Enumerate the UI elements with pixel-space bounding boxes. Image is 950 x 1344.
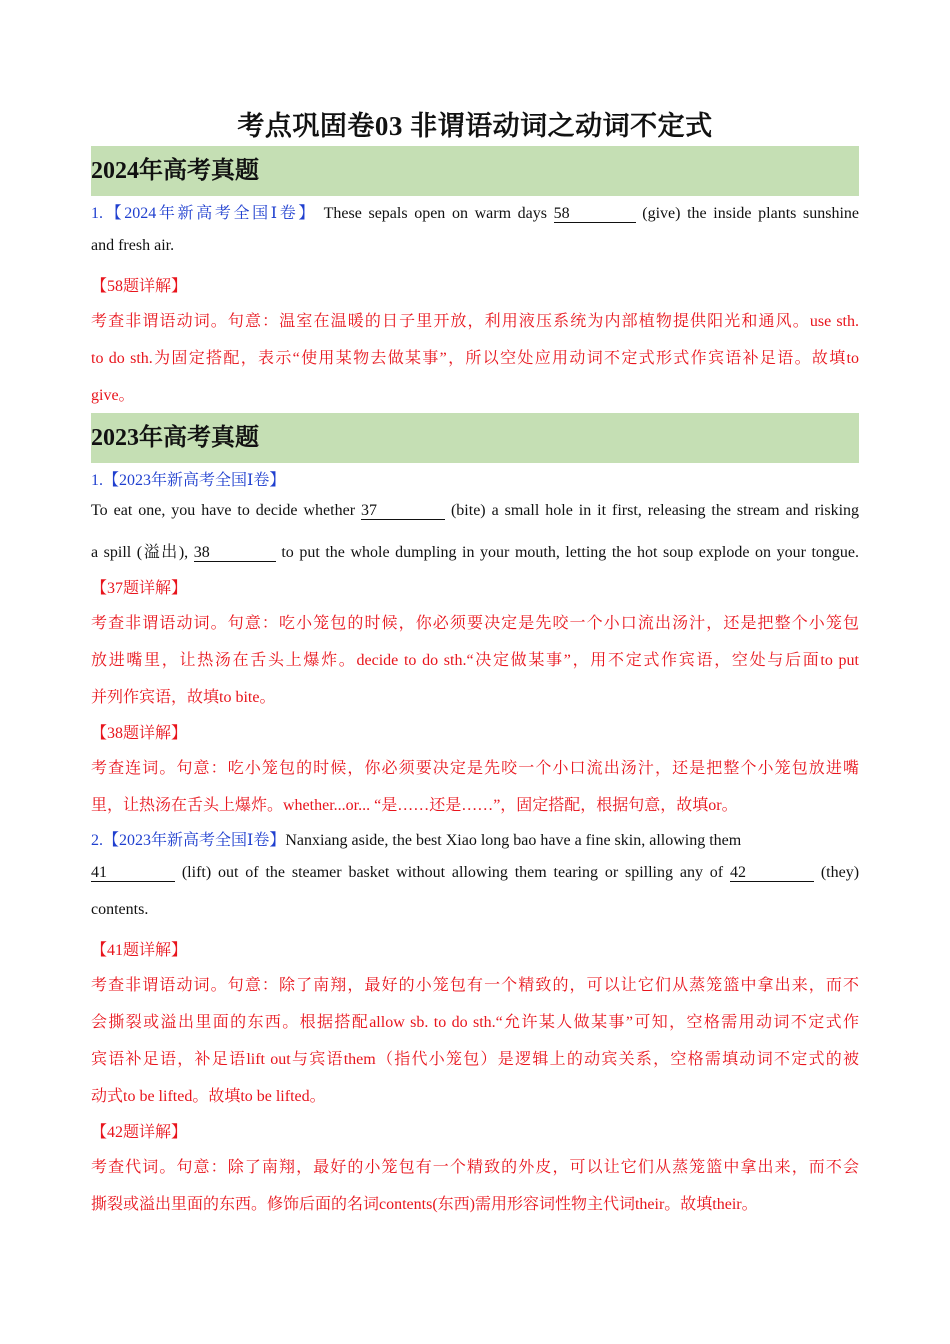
answer-58-line2: to do sth.为固定搭配，表示“使用某物去做某事”，所以空处应用动词不定式形式作宾语补足语。故填to [91, 350, 859, 367]
answer-blank-58: 58 [554, 206, 636, 223]
section-heading-2024-text: 2024年高考真题 [91, 158, 259, 184]
answer-41-label: 【41题详解】 [91, 942, 188, 959]
question-text: (lift) out of the steamer basket without allowing them tearing or spilling any of [181, 864, 724, 881]
answer-41-line4: 动式to be lifted。故填to be lifted。 [91, 1088, 326, 1105]
answer-blank-41: 41 [91, 865, 175, 882]
question-text: a spill (溢出), [91, 544, 189, 561]
answer-58-label: 【58题详解】 [91, 278, 188, 295]
answer-38-line1: 考查连词。句意：吃小笼包的时候，你必须要决定是先咬一个小口流出汤汁，还是把整个小笼包放进嘴 [91, 760, 859, 777]
question-2023-2-line1 [91, 827, 859, 850]
question-2023-1-line1 [91, 502, 859, 520]
answer-blank-37: 37 [361, 503, 445, 520]
answer-37-line1: 考查非谓语动词。句意：吃小笼包的时候，你必须要决定是先咬一个小口流出汤汁，还是把整个小笼包 [91, 615, 859, 632]
answer-58-line1: 考查非谓语动词。句意：温室在温暖的日子里开放，利用液压系统为内部植物提供阳光和通风。use sth. [91, 313, 859, 330]
question-2023-2-line2 [91, 864, 859, 882]
answer-37-line2: 放进嘴里，让热汤在舌头上爆炸。decide to do sth.“决定做某事”，用不定式作宾语，空处与后面to put [91, 652, 859, 669]
question-text: Nanxiang aside, the best Xiao long bao have a fine skin, allowing them [285, 832, 742, 849]
question-text: (bite) a small hole in it first, releasing the stream and risking [450, 502, 860, 519]
answer-58-line3: give。 [91, 387, 135, 404]
question-2023-1-line2 [91, 539, 859, 562]
answer-41-line1: 考查非谓语动词。句意：除了南翔，最好的小笼包有一个精致的，可以让它们从蒸笼篮中拿出来，而不 [91, 977, 859, 994]
section-heading-2023-text: 2023年高考真题 [91, 425, 259, 451]
section-heading-2024 [91, 146, 859, 196]
answer-42-label: 【42题详解】 [91, 1124, 188, 1141]
question-text: To eat one, you have to decide whether [91, 502, 356, 519]
question-2024-1-line2: and fresh air. [91, 237, 175, 254]
answer-38-label: 【38题详解】 [91, 725, 188, 742]
page-title: 考点巩固卷03 非谓语动词之动词不定式 [237, 111, 713, 141]
question-2023-1-header [91, 467, 859, 490]
question-text: (give) the inside plants sunshine [642, 205, 860, 222]
answer-blank-42: 42 [730, 865, 814, 882]
question-text: (they) [820, 864, 860, 881]
question-text: These sepals open on warm days [323, 205, 547, 222]
answer-blank-38: 38 [194, 545, 276, 562]
question-number: 1. [91, 472, 103, 489]
question-number: 2. [91, 832, 103, 849]
answer-42-line1: 考查代词。句意：除了南翔，最好的小笼包有一个精致的外皮，可以让它们从蒸笼篮中拿出来，而不会 [91, 1159, 859, 1176]
question-source: 【2023年新高考全国Ⅰ卷】 [103, 832, 286, 849]
answer-42-line2: 撕裂或溢出里面的东西。修饰后面的名词contents(东西)需用形容词性物主代词their。故填their。 [91, 1196, 758, 1213]
answer-37-line3: 并列作宾语，故填to bite。 [91, 689, 276, 706]
question-2024-1-line1 [91, 200, 859, 223]
question-text: to put the whole dumpling in your mouth, letting the hot soup explode on your tongue. [281, 544, 860, 561]
section-heading-2023 [91, 413, 859, 463]
question-source: 【2024年新高考全国Ⅰ卷】 [103, 205, 317, 222]
answer-41-line2: 会撕裂或溢出里面的东西。根据搭配allow sb. to do sth.“允许某人做某事”可知，空格需用动词不定式作 [91, 1014, 859, 1031]
answer-37-label: 【37题详解】 [91, 580, 188, 597]
question-number: 1. [91, 205, 103, 222]
question-2023-2-line3: contents. [91, 901, 149, 918]
answer-41-line3: 宾语补足语，补足语lift out与宾语them（指代小笼包）是逻辑上的动宾关系，空格需填动词不定式的被 [91, 1051, 859, 1068]
answer-38-line2: 里，让热汤在舌头上爆炸。whether...or... “是……还是……”，固定搭配，根据句意，故填or。 [91, 797, 738, 814]
question-source: 【2023年新高考全国Ⅰ卷】 [103, 472, 286, 489]
